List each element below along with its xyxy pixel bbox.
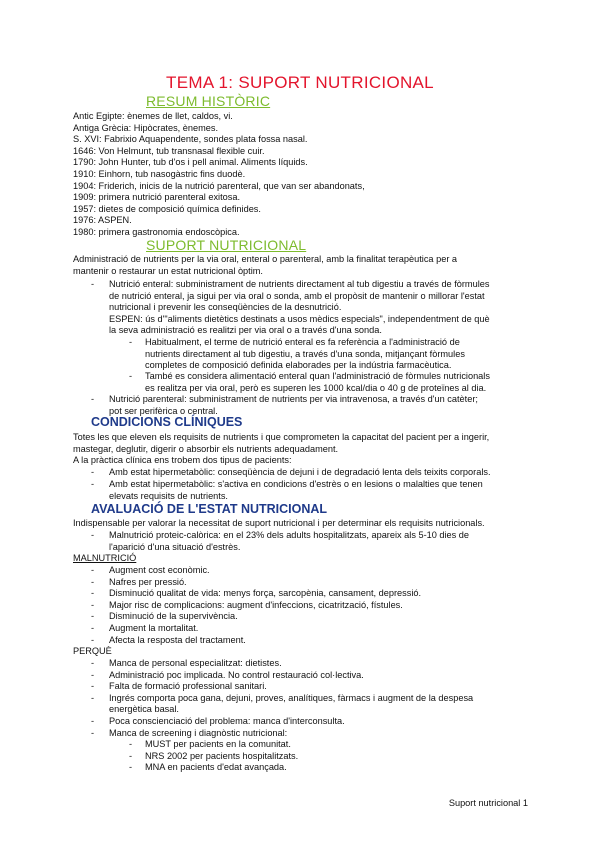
suport-intro-line: mantenir o restaurar un estat nutricional òptim. (73, 265, 263, 276)
dash-bullet: - - - (129, 739, 133, 773)
screening-list (145, 739, 298, 774)
malnutricio-item-line: l'aparició d'una situació d'estrès. (109, 541, 241, 552)
resum-line: 1790: John Hunter, tub d'os i pell animal. Aliments líquids. (73, 157, 308, 168)
condicions-intro (73, 432, 489, 467)
malnutricio-list-item: Afecta la resposta del tractament. (109, 634, 246, 645)
dash-bullet: - (129, 337, 133, 347)
parenteral-item (109, 394, 530, 417)
resum-line: 1957: dietes de composició química definides. (73, 203, 261, 214)
parenteral-line: pot ser perifèrica o central. (109, 405, 218, 416)
resum-heading: RESUM HISTÒRIC (146, 93, 271, 109)
enteral-line: de nutrició enteral, ja sigui per via oral o sonda, amb el propòsit de mantenir o millorar l'estat (109, 290, 485, 301)
sub1-line: Habitualment, el terme de nutrició enteral es fa referència a l'administració de (145, 337, 460, 347)
dash-bullet: - (91, 279, 95, 289)
condicions-item1 (109, 467, 491, 479)
dash-bullet: - (91, 479, 95, 489)
resum-line: 1976: ASPEN. (73, 215, 132, 226)
screening-item: NRS 2002 per pacients hospitalitzats. (145, 750, 299, 761)
perque-list-item: Poca conscienciació del problema: manca d'interconsulta. (109, 715, 345, 726)
screening-item: MNA en pacients d'edat avançada. (145, 762, 287, 773)
malnutricio-list-item: Major risc de complicacions: augment d'infeccions, cicatrització, fístules. (109, 599, 403, 610)
condicions-intro-line: Totes les que eleven els requisits de nutrients i que comprometen la capacitat del pacient per a ingerir, (73, 432, 490, 442)
perque-list-item: Manca de screening i diagnòstic nutricional: (109, 727, 288, 738)
perque-heading: PERQUÈ (73, 646, 112, 656)
dash-bullet: - (91, 530, 95, 540)
dash-bullet: - - - - - - - (91, 565, 95, 645)
condicions-heading: CONDICIONS CLÍNIQUES (91, 415, 243, 429)
suport-intro-line: Administració de nutrients per la via oral, enteral o parenteral, amb la finalitat terapèutica per a (73, 254, 458, 264)
parenteral-line: Nutrició parenteral: subministrament de nutrients per via intravenosa, a través d'un catèter; (109, 394, 478, 404)
resum-line: 1909: primera nutrició parenteral exitosa. (73, 192, 240, 203)
suport-intro (73, 254, 530, 277)
resum-list (73, 111, 365, 239)
avaluacio-heading: AVALUACIÓ DE L'ESTAT NUTRICIONAL (91, 502, 328, 516)
suport-heading: SUPORT NUTRICIONAL (146, 237, 307, 253)
enteral-item (109, 279, 530, 337)
malnutricio-heading: MALNUTRICIÓ (73, 553, 137, 563)
malnutricio-list-item: Augment la mortalitat. (109, 622, 199, 633)
dash-bullet: - (91, 467, 95, 477)
perque-list-item: Falta de formació professional sanitari. (109, 681, 267, 692)
malnutricio-list-item: Nafres per pressió. (109, 576, 187, 587)
resum-line: 1980: primera gastronomia endoscòpica. (73, 226, 240, 237)
sub2-line: També es considera alimentació enteral quan l'administració de fòrmules nutricionals (145, 371, 490, 381)
condicions-practica: A la pràctica clínica ens trobem dos tipus de pacients: (73, 455, 292, 466)
perque-list-item: Ingrés comporta poca gana, dejuni, proves, analítiques, fàrmacs i augment de la despesa (109, 692, 474, 703)
dash-bullet: - (91, 394, 95, 404)
dash-bullet: - (129, 371, 133, 381)
resum-line: 1646: Von Helmunt, tub transnasal flexible cuir. (73, 145, 265, 156)
resum-line: Antiga Grècia: Hipòcrates, ènemes. (73, 122, 219, 133)
malnutricio-list-item: Disminució qualitat de vida: menys força, sarcopènia, cansament, depressió. (109, 588, 422, 599)
dash-bullet: - - - - - - (91, 658, 95, 738)
perque-list-item: energètica basal. (109, 704, 179, 715)
malnutricio-item (109, 530, 469, 553)
condicions-intro-line: mastegar, deglutir, digerir o absorbir els nutrients adequadament. (73, 443, 339, 454)
sub2-line: es realitza per via oral, però es superen les 1000 kcal/dia o 40 g de proteïnes al dia. (145, 382, 487, 393)
page-title: TEMA 1: SUPORT NUTRICIONAL (166, 73, 434, 92)
malnutricio-list-item: Augment cost econòmic. (109, 565, 210, 575)
sub1-line: nutrients directament al tub digestiu, a través d'una sonda, mitjançant fòrmules (145, 348, 465, 359)
resum-line: 1904: Friderich, inicis de la nutrició parenteral, que van ser abandonats, (73, 180, 365, 191)
page-footer: Suport nutricional 1 (448, 798, 528, 808)
condicions-item2-line: Amb estat hipermetabòlic: s'activa en condicions d'estrès o en lesions o malalties que tenen (109, 479, 483, 489)
screening-item: MUST per pacients en la comunitat. (145, 739, 291, 749)
resum-line: 1910: Einhorn, tub nasogàstric fins duodè. (73, 168, 246, 179)
sub1-line: completes de composició definida elaborades per la indústria farmacèutica. (145, 360, 452, 371)
enteral-line: nutricional i prevenir les conseqüències de la desnutrició. (109, 302, 342, 313)
condicions-item2 (109, 479, 483, 502)
malnutricio-list-item: Disminució de la supervivència. (109, 611, 238, 622)
resum-line: S. XVI: Fabrixio Aquapendente, sondes plata fossa nasal. (73, 134, 308, 145)
resum-line: Antic Egipte: ènemes de llet, caldos, vi. (73, 111, 233, 121)
malnutricio-list (109, 565, 421, 646)
enteral-line: Nutrició enteral: subministrament de nutrients directament al tub digestiu a través de fòrmules (109, 279, 490, 289)
enteral-sub1 (145, 337, 530, 372)
avaluacio-intro (73, 518, 485, 530)
espen-line: ESPEN: ús d'"aliments dietètics destinats a usos mèdics especials", independentment de què (109, 313, 490, 324)
perque-list (109, 658, 530, 739)
avaluacio-intro-line: Indispensable per valorar la necessitat de suport nutricional i per determinar els requisits nutricionals. (73, 518, 485, 528)
condicions-item1-line: Amb estat hipermetabòlic: conseqüència de dejuni i de degradació lenta dels teixits corporals. (109, 467, 491, 477)
condicions-item2-line: elevats requisits de nutrients. (109, 490, 228, 501)
malnutricio-item-line: Malnutrició proteic-calòrica: en el 23% dels adults hospitalitzats, apareix als 5-10 dies de (109, 530, 470, 540)
perque-list-item: Manca de personal especialitzat: dietistes. (109, 658, 282, 668)
espen-line: la seva administració es realitzi per via oral o a través d'una sonda. (109, 325, 382, 336)
enteral-sub2 (145, 371, 530, 394)
perque-list-item: Administració poc implicada. No control restauració col·lectiva. (109, 669, 364, 680)
